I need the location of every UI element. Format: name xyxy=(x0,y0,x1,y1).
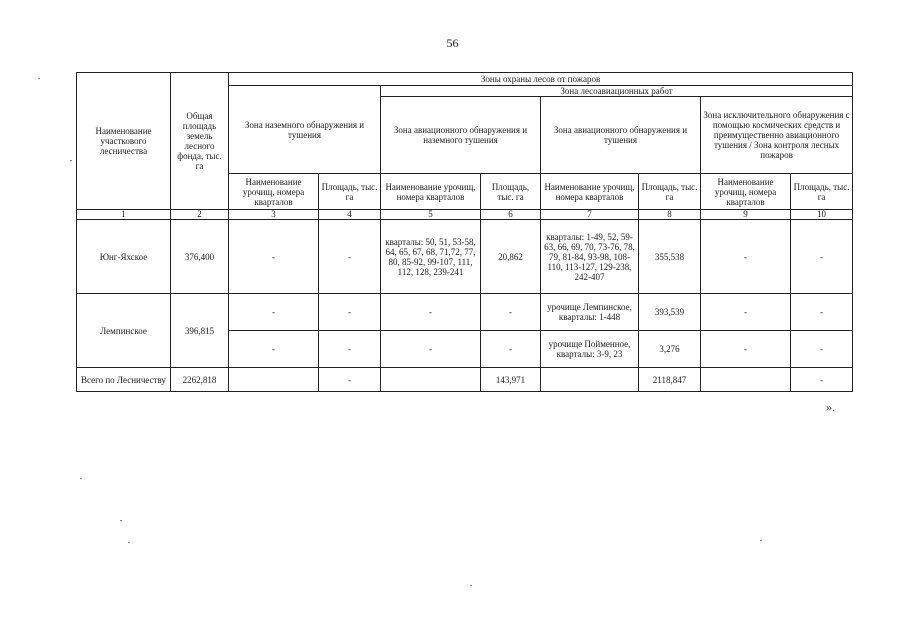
header-aviation-works: Зона лесоавиационных работ xyxy=(381,86,853,97)
exclusive-area: - xyxy=(791,331,853,368)
avia-ground-names xyxy=(381,368,481,392)
forestry-name: Юнг-Яхское xyxy=(77,220,171,294)
ground-names: - xyxy=(229,331,319,368)
total-area: 2262,818 xyxy=(171,368,229,392)
exclusive-area: - xyxy=(791,368,853,392)
column-number-row xyxy=(77,210,853,220)
column-number: 3 xyxy=(229,210,319,220)
table-row xyxy=(77,220,853,294)
avia-ground-area: 20,862 xyxy=(481,220,541,294)
forestry-name: Лемпинское xyxy=(77,294,171,368)
avia-ground-names: кварталы: 50, 51, 53-58, 64, 65, 67, 68, 71,72, 77, 80, 85-92, 99-107, 111, 112, 128, 239-241 xyxy=(381,220,481,294)
exclusive-names: - xyxy=(701,294,791,331)
exclusive-names: - xyxy=(701,331,791,368)
avia-area: 355,538 xyxy=(639,220,701,294)
subheader-area: Площадь, тыс. га xyxy=(791,174,853,210)
avia-names xyxy=(541,368,639,392)
ground-area: - xyxy=(319,294,381,331)
avia-ground-area: 143,971 xyxy=(481,368,541,392)
avia-ground-names: - xyxy=(381,294,481,331)
subheader-area: Площадь, тыс. га xyxy=(639,174,701,210)
header-ground-zone: Зона наземного обнаружения и тушения xyxy=(229,86,381,174)
ground-names: - xyxy=(229,294,319,331)
column-number: 6 xyxy=(481,210,541,220)
avia-names: урочище Лемпинское, кварталы: 1-448 xyxy=(541,294,639,331)
subheader-names: Наименование урочищ, номера кварталов xyxy=(229,174,319,210)
exclusive-names: - xyxy=(701,220,791,294)
column-number: 8 xyxy=(639,210,701,220)
avia-ground-area: - xyxy=(481,331,541,368)
header-zones: Зоны охраны лесов от пожаров xyxy=(229,73,853,86)
subheader-area: Площадь, тыс. га xyxy=(481,174,541,210)
exclusive-area: - xyxy=(791,294,853,331)
scan-speck xyxy=(70,160,72,161)
header-avia-ground-zone: Зона авиационного обнаружения и наземного тушения xyxy=(381,97,541,174)
avia-area: 393,539 xyxy=(639,294,701,331)
scan-speck xyxy=(760,540,762,541)
scan-speck xyxy=(128,542,130,543)
total-row xyxy=(77,368,853,392)
column-number: 9 xyxy=(701,210,791,220)
exclusive-area: - xyxy=(791,220,853,294)
column-number: 7 xyxy=(541,210,639,220)
ground-names: - xyxy=(229,220,319,294)
column-number: 10 xyxy=(791,210,853,220)
avia-ground-names: - xyxy=(381,331,481,368)
total-area: 376,400 xyxy=(171,220,229,294)
avia-ground-area: - xyxy=(481,294,541,331)
exclusive-names xyxy=(701,368,791,392)
scan-speck xyxy=(80,478,82,479)
header-avia-zone: Зона авиационного обнаружения и тушения xyxy=(541,97,701,174)
ground-area: - xyxy=(319,331,381,368)
column-number: 5 xyxy=(381,210,481,220)
column-number: 2 xyxy=(171,210,229,220)
subheader-names: Наименование урочищ, номера кварталов xyxy=(381,174,481,210)
scan-speck xyxy=(38,78,40,79)
subheader-names: Наименование урочищ, номера кварталов xyxy=(541,174,639,210)
avia-names: кварталы: 1-49, 52, 59-63, 66, 69, 70, 73-76, 78, 79, 81-84, 93-98, 108-110, 113-127, 129-238, 242-407 xyxy=(541,220,639,294)
page-number: 56 xyxy=(446,36,459,50)
total-label: Всего по Лесничеству xyxy=(77,368,171,392)
header-total-area: Общая площадь земель лесного фонда, тыс. га xyxy=(171,73,229,210)
table-row xyxy=(77,294,853,331)
subheader-names: Наименование урочищ, номера кварталов xyxy=(701,174,791,210)
ground-area: - xyxy=(319,368,381,392)
avia-names: урочище Пойменное, кварталы: 3-9, 23 xyxy=(541,331,639,368)
avia-area: 2118,847 xyxy=(639,368,701,392)
forest-fire-zones-table xyxy=(76,72,853,392)
avia-area: 3,276 xyxy=(639,331,701,368)
scan-speck xyxy=(120,520,122,521)
ground-area: - xyxy=(319,220,381,294)
header-name: Наименование участкового лесничества xyxy=(77,73,171,210)
ground-names xyxy=(229,368,319,392)
column-number: 1 xyxy=(77,210,171,220)
header-exclusive-zone: Зона исключительного обнаружения с помощью космических средств и преимущественно авиационного тушения / Зона контроля лесных пожаров xyxy=(701,97,853,174)
column-number: 4 xyxy=(319,210,381,220)
closing-quote: ». xyxy=(826,400,835,414)
scan-speck xyxy=(470,585,472,586)
subheader-area: Площадь, тыс. га xyxy=(319,174,381,210)
total-area: 396,815 xyxy=(171,294,229,368)
